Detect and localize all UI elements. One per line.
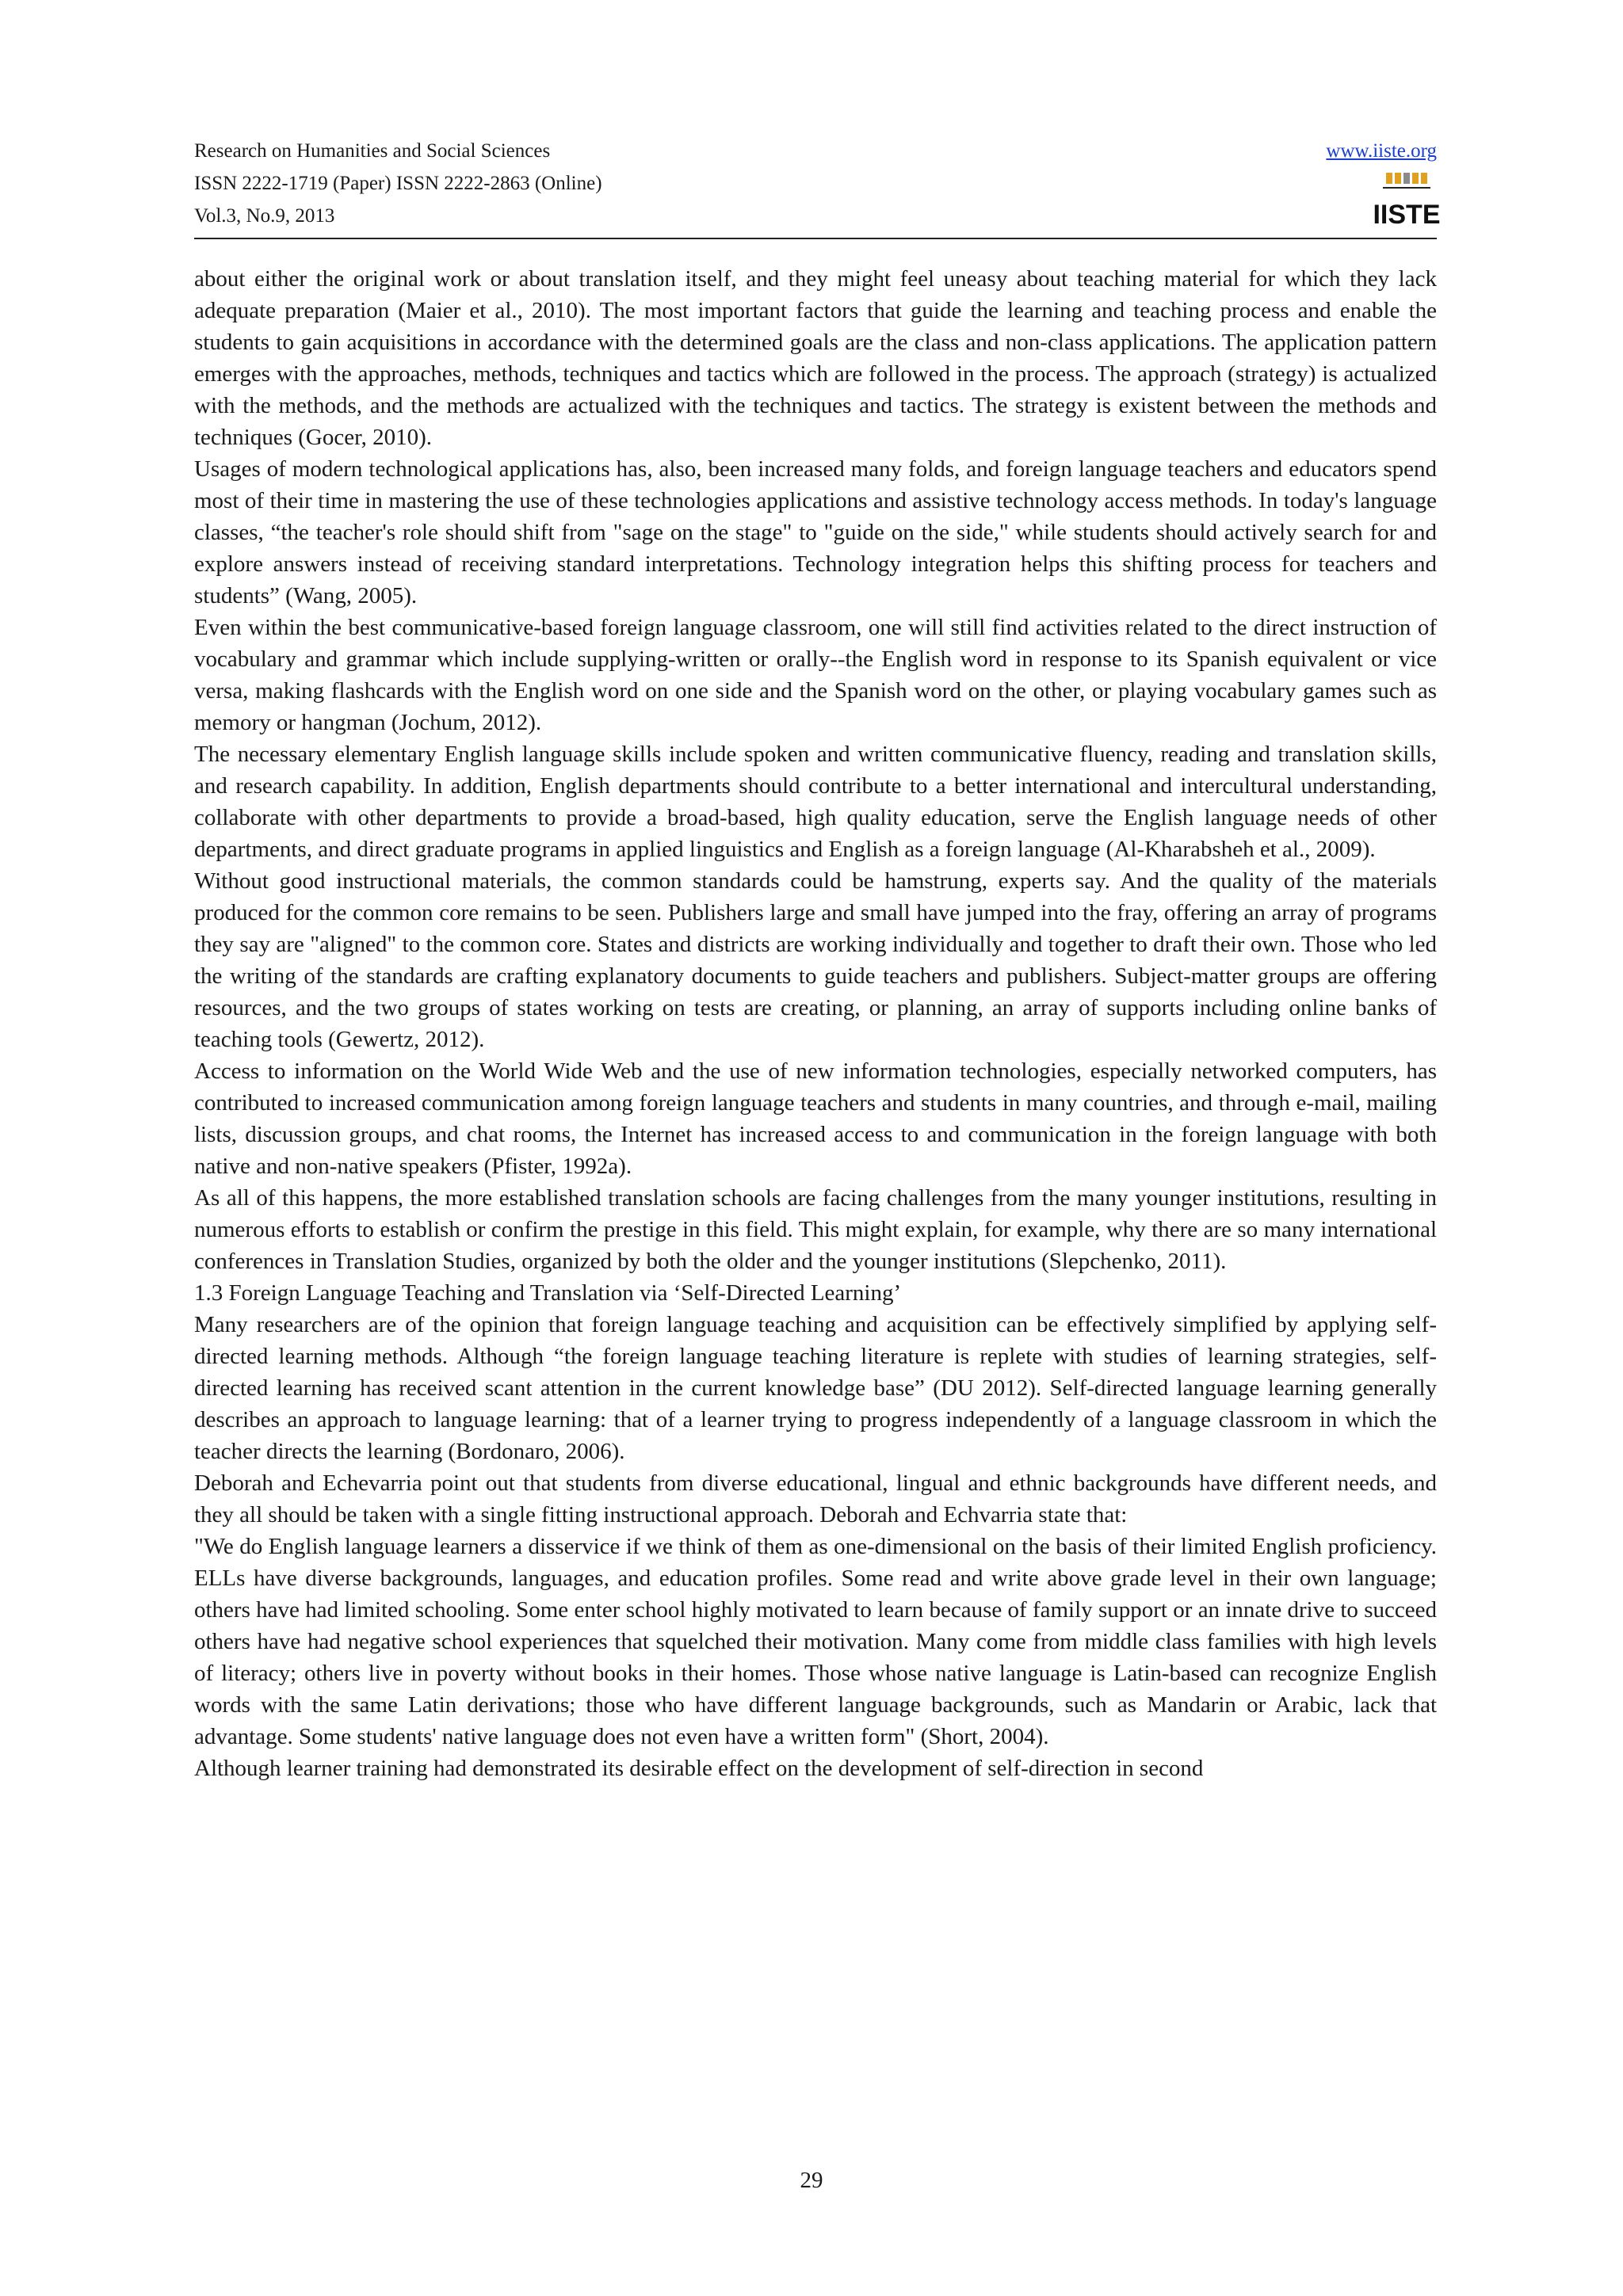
paragraph: Many researchers are of the opinion that foreign language teaching and acquisition can be effectively simplified by applying self-directed learning methods. Although “the foreign language teaching literature is replete with studies of learning strategies, self-directed learning has received scant attention in the current knowledge base” (DU 2012). Self-directed language learning generally describes an approach to language learning: that of a learner trying to progress independently of a language classroom in which the teacher directs the learning (Bordonaro, 2006).: [194, 1312, 1437, 1464]
page-footer: [0, 2164, 1623, 2196]
paragraph: Even within the best communicative-based foreign language classroom, one will still find activities related to the direct instruction of vocabulary and grammar which include supplying-written or orally--the English word in response to its Spanish equivalent or vice versa, making flashcards with the English word on one side and the Spanish word on the other, or playing vocabulary games such as memory or hangman (Jochum, 2012).: [194, 615, 1437, 735]
block-quote-paragraph: "We do English language learners a disservice if we think of them as one-dimensional on the basis of their limited English proficiency. ELLs have diverse backgrounds, languages, and education profiles. Some read and write above grade level in their own language; others have had limited schooling. Some enter school highly motivated to learn because of family support or an innate drive to succeed others have had negative school experiences that squelched their motivation. Many come from middle class families with high levels of literacy; others live in poverty without books in their homes. Those whose native language is Latin-based can recognize English words with the same Latin derivations; those who have different language backgrounds, such as Mandarin or Arabic, lack that advantage. Some students' native language does not even have a written form" (Short, 2004).: [194, 1534, 1437, 1749]
paragraph: Access to information on the World Wide Web and the use of new information technologies, especially networked computers, has contributed to increased communication among foreign language teachers and students in many countries, and through e-mail, mailing lists, discussion groups, and chat rooms, the Internet has increased access to and communication in the foreign language with both native and non-native speakers (Pfister, 1992a).: [194, 1058, 1437, 1179]
logo-wordmark: IISTE: [1373, 200, 1441, 230]
section-heading: 1.3 Foreign Language Teaching and Translation via ‘Self-Directed Learning’: [194, 1280, 902, 1306]
page-number: 29: [800, 2168, 823, 2193]
article-body: [194, 263, 1437, 1784]
journal-issn: ISSN 2222-1719 (Paper) ISSN 2222-2863 (Online): [194, 173, 602, 194]
journal-title: Research on Humanities and Social Sciences: [194, 140, 551, 162]
journal-url-link[interactable]: www.iiste.org: [1326, 140, 1437, 162]
paragraph: Without good instructional materials, the common standards could be hamstrung, experts say. And the quality of the materials produced for the common core remains to be seen. Publishers large and small have jumped into the fray, offering an array of programs they say are "aligned" to the common core. States and districts are working individually and together to draft their own. Those who led the writing of the standards are crafting explanatory documents to guide teachers and publishers. Subject-matter groups are offering resources, and the two groups of states working on tests are creating, or planning, an array of supports including online banks of teaching tools (Gewertz, 2012).: [194, 868, 1437, 1052]
paragraph: Deborah and Echevarria point out that students from diverse educational, lingual and ethnic backgrounds have different needs, and they all should be taken with a single fitting instructional approach. Deborah and Echvarria state that:: [194, 1470, 1437, 1527]
iiste-logo-icon: [1373, 171, 1441, 231]
page-header: [194, 135, 1441, 239]
journal-info: [194, 135, 602, 232]
paragraph: The necessary elementary English language skills include spoken and written communicative fluency, reading and translation skills, and research capability. In addition, English departments should contribute to a better international and intercultural understanding, collaborate with other departments to provide a broad-based, high quality education, serve the English language needs of other departments, and direct graduate programs in applied linguistics and English as a foreign language (Al-Kharabsheh et al., 2009).: [194, 742, 1437, 862]
paragraph: As all of this happens, the more established translation schools are facing challenges from the many younger institutions, resulting in numerous efforts to establish or confirm the prestige in this field. This might explain, for example, why there are so many international conferences in Translation Studies, organized by both the older and the younger institutions (Slepchenko, 2011).: [194, 1185, 1437, 1274]
header-divider: [194, 238, 1437, 239]
journal-volume: Vol.3, No.9, 2013: [194, 205, 335, 227]
paragraph: Although learner training had demonstrated its desirable effect on the development of self-direction in second: [194, 1756, 1204, 1781]
paragraph: Usages of modern technological applications has, also, been increased many folds, and foreign language teachers and educators spend most of their time in mastering the use of these technologies applications and assistive technology access methods. In today's language classes, “the teacher's role should shift from "sage on the stage" to "guide on the side," while students should actively search for and explore answers instead of receiving standard interpretations. Technology integration helps this shifting process for teachers and students” (Wang, 2005).: [194, 456, 1437, 608]
paragraph: about either the original work or about translation itself, and they might feel uneasy about teaching material for which they lack adequate preparation (Maier et al., 2010). The most important factors that guide the learning and teaching process and enable the students to gain acquisitions in accordance with the determined goals are the class and non-class applications. The application pattern emerges with the approaches, methods, techniques and tactics which are followed in the process. The approach (strategy) is actualized with the methods, and the methods are actualized with the techniques and tactics. The strategy is existent between the methods and techniques (Gocer, 2010).: [194, 266, 1437, 450]
